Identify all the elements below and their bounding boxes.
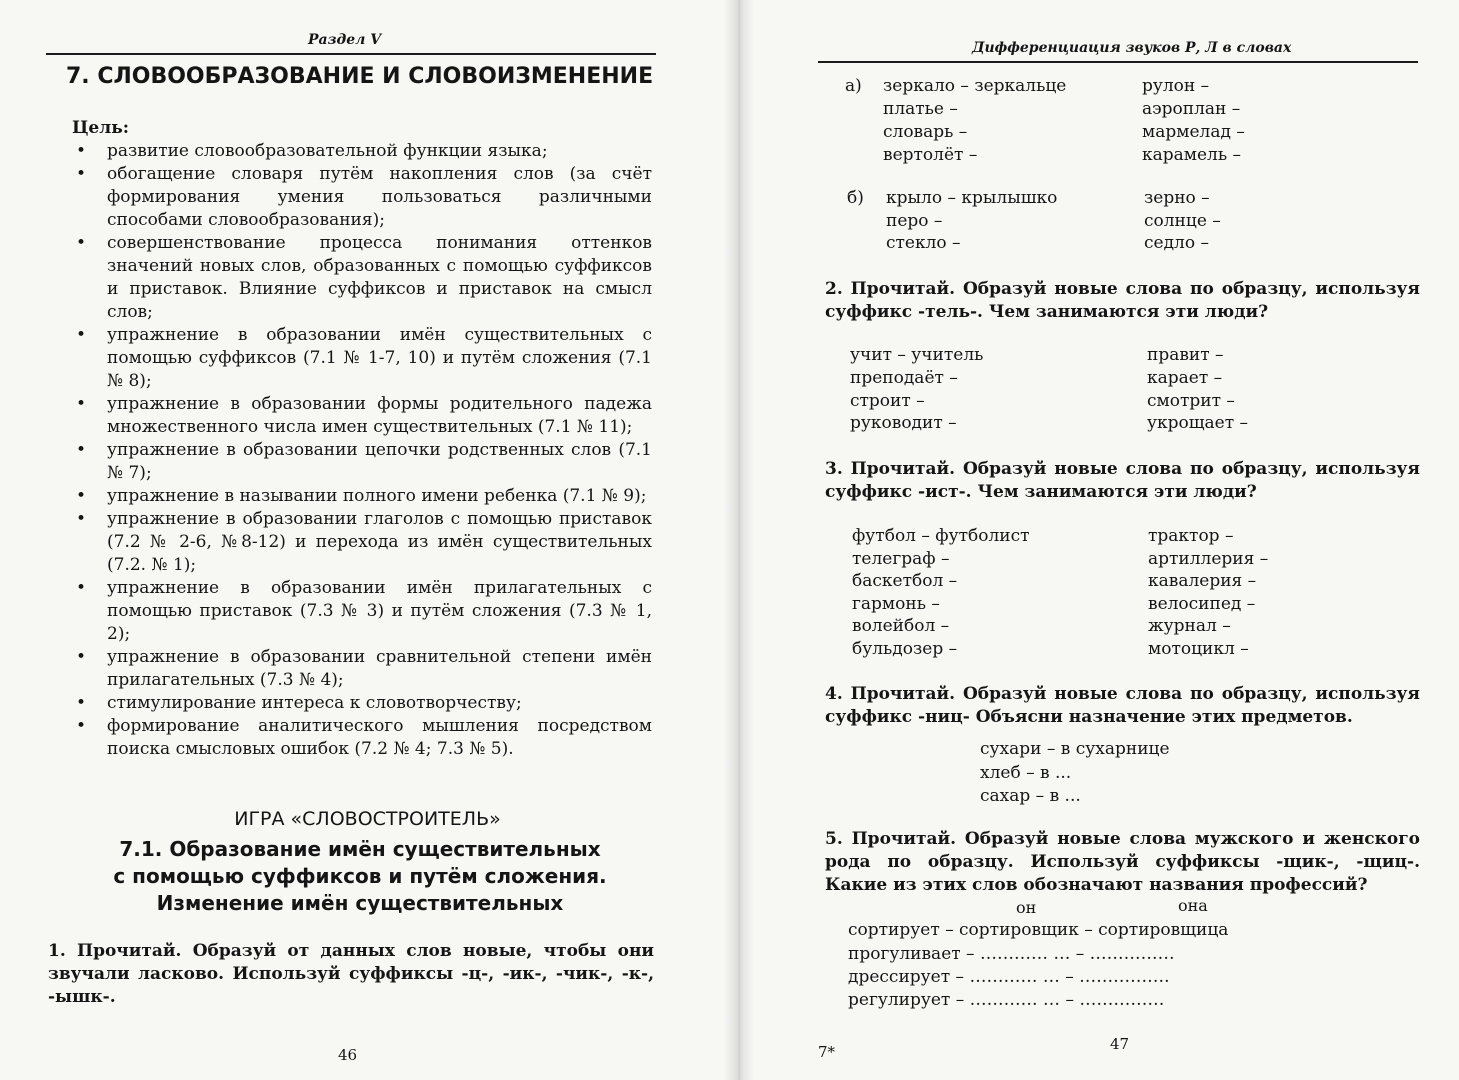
- goal-text: упражнение в образовании цепочки родственных слов (7.1 № 7);: [107, 440, 652, 483]
- word-pair: зеркало – зеркальце: [883, 76, 1067, 96]
- word-pair: велосипед –: [1148, 594, 1256, 614]
- bullet-icon: •: [76, 440, 87, 460]
- word-pair: солнце –: [1144, 211, 1221, 231]
- word-pair: правит –: [1147, 345, 1224, 365]
- goal-text: формирование аналитического мышления посредством поиска смысловых ошибок (7.2 № 4; 7.3 № 5).: [107, 716, 652, 759]
- bullet-icon: •: [76, 233, 87, 253]
- word-pair: футбол – футболист: [852, 526, 1030, 546]
- bullet-icon: •: [76, 578, 87, 598]
- game-title: ИГРА «СЛОВОСТРОИТЕЛЬ»: [234, 808, 501, 830]
- word-pair: карает –: [1147, 368, 1223, 388]
- word-pair: баскетбол –: [852, 571, 958, 591]
- column-head-masculine: он: [1016, 898, 1037, 917]
- word-pair: мармелад –: [1142, 122, 1245, 142]
- task-3: 3. Прочитай. Образуй новые слова по образцу, используя суффикс -ист-. Чем занимаются эти люди?: [825, 459, 1420, 502]
- goal-text: упражнение в образовании формы родительного падежа множественного числа имен существительных (7.1 № 11);: [107, 394, 652, 437]
- word-pair: бульдозер –: [852, 639, 958, 659]
- word-pair: преподаёт –: [850, 368, 958, 388]
- goal-text: обогащение словаря путём накопления слов (за счёт формирования умения пользоваться различными способами словообразования);: [107, 164, 652, 230]
- section-title-line: Изменение имён существительных: [156, 891, 564, 915]
- goal-text: упражнение в образовании сравнительной степени имён прилагательных (7.3 № 4);: [107, 647, 652, 690]
- word-pair: словарь –: [883, 122, 968, 142]
- word-pair: сахар – в ...: [980, 786, 1081, 806]
- task-2: 2. Прочитай. Образуй новые слова по образцу, используя суффикс -тель-. Чем занимаются эти люди?: [825, 279, 1420, 322]
- word-pair: учит – учитель: [850, 345, 984, 365]
- goal-text: совершенствование процесса понимания оттенков значений новых слов, образованных с помощью суффиксов и приставок. Влияние суффиксов и приставок на смысл слов;: [107, 233, 652, 322]
- bullet-icon: •: [76, 141, 87, 161]
- bullet-icon: •: [76, 394, 87, 414]
- word-pair: вертолёт –: [883, 145, 978, 165]
- word-pair: хлеб – в ...: [980, 763, 1072, 783]
- word-pair: строит –: [850, 391, 925, 411]
- bullet-icon: •: [76, 486, 87, 506]
- bullet-icon: •: [76, 693, 87, 713]
- word-pair: руководит –: [850, 413, 957, 433]
- bullet-icon: •: [76, 647, 87, 667]
- bullet-icon: •: [76, 716, 87, 736]
- word-row: дрессирует – ………… … – …………….: [848, 967, 1170, 987]
- bullet-icon: •: [76, 509, 87, 529]
- word-pair: седло –: [1144, 233, 1209, 253]
- word-row: сортирует – сортировщик – сортировщица: [848, 920, 1229, 940]
- word-pair: волейбол –: [852, 616, 950, 636]
- word-pair: смотрит –: [1147, 391, 1235, 411]
- word-pair: крыло – крылышко: [886, 188, 1058, 208]
- word-pair: журнал –: [1148, 616, 1231, 636]
- word-pair: стекло –: [886, 233, 961, 253]
- word-pair: кавалерия –: [1148, 571, 1257, 591]
- page-number-left: 46: [338, 1046, 358, 1064]
- task-5: 5. Прочитай. Образуй новые слова мужского и женского рода по образцу. Используй суффиксы -щик-, -щиц-. Какие из этих слов обозначают названия профессий?: [825, 829, 1420, 895]
- goal-text: упражнение в назывании полного имени ребенка (7.1 № 9);: [107, 486, 647, 506]
- running-head-right: Дифференциация звуков Р, Л в словах: [972, 40, 1292, 56]
- signature-mark: 7*: [818, 1043, 836, 1061]
- word-pair: аэроплан –: [1142, 99, 1241, 119]
- section-title-line: 7.1. Образование имён существительных: [119, 837, 601, 861]
- group-a-label: а): [845, 76, 862, 96]
- word-pair: укрощает –: [1147, 413, 1249, 433]
- word-pair: сухари – в сухарнице: [980, 739, 1170, 759]
- word-pair: трактор –: [1148, 526, 1234, 546]
- word-pair: карамель –: [1142, 145, 1242, 165]
- exercise-1: 1. Прочитай. Образуй от данных слов новые, чтобы они звучали ласково. Используй суффиксы -ц-, -ик-, -чик-, -к-, -ышк-.: [48, 941, 654, 1007]
- goal-text: развитие словообразовательной функции языка;: [107, 141, 548, 161]
- page-number-right: 47: [1110, 1035, 1130, 1053]
- running-head-left: Раздел V: [308, 32, 382, 48]
- word-pair: артиллерия –: [1148, 549, 1269, 569]
- goal-text: упражнение в образовании имён существительных с помощью суффиксов (7.1 № 1-7, 10) и путём сложения (7.1 № 8);: [107, 325, 652, 391]
- word-pair: платье –: [883, 99, 958, 119]
- word-pair: зерно –: [1144, 188, 1210, 208]
- word-pair: мотоцикл –: [1148, 639, 1249, 659]
- word-pair: телеграф –: [852, 549, 950, 569]
- goal-text: упражнение в образовании имён прилагательных с помощью приставок (7.3 № 3) и путём сложения (7.3 № 1, 2);: [107, 578, 652, 644]
- word-pair: рулон –: [1142, 76, 1210, 96]
- goal-text: стимулирование интереса к словотворчеству;: [107, 693, 522, 713]
- chapter-title: 7. СЛОВООБРАЗОВАНИЕ И СЛОВОИЗМЕНЕНИЕ: [66, 64, 654, 89]
- column-head-feminine: она: [1178, 896, 1208, 915]
- header-rule-right: [818, 61, 1418, 63]
- word-row: регулирует – ………… … – ……………: [848, 990, 1165, 1010]
- goal-text: упражнение в образовании глаголов с помощью приставок (7.2 № 2-6, №8-12) и перехода из имён существительных (7.2. № 1);: [107, 509, 652, 575]
- task-4: 4. Прочитай. Образуй новые слова по образцу, используя суффикс -ниц- Объясни назначение этих предметов.: [825, 684, 1420, 727]
- group-b-label: б): [847, 188, 864, 208]
- section-title-line: с помощью суффиксов и путём сложения.: [113, 864, 607, 888]
- goal-label: Цель:: [72, 118, 130, 138]
- bullet-icon: •: [76, 325, 87, 345]
- bullet-icon: •: [76, 164, 87, 184]
- word-row: прогуливает – ………… … – ……………: [848, 944, 1175, 964]
- word-pair: перо –: [886, 211, 943, 231]
- word-pair: гармонь –: [852, 594, 940, 614]
